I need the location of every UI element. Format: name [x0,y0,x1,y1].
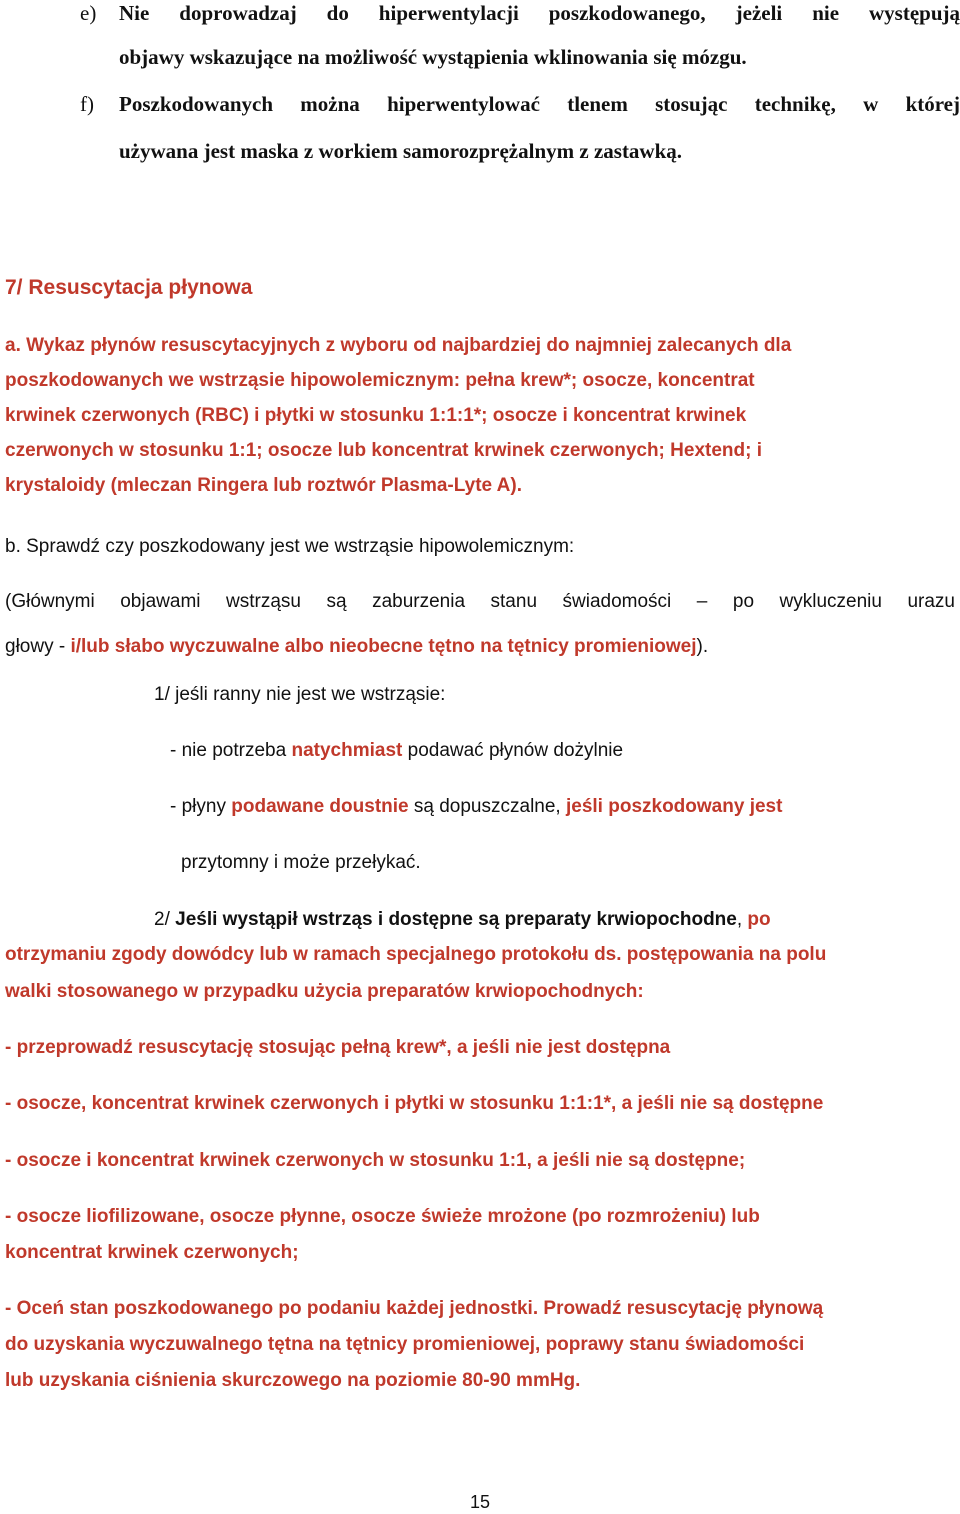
step-5-cont-1: do uzyskania wyczuwalnego tętna na tętnicy promieniowej, poprawy stanu świadomości [5,1334,805,1355]
bullet-highlight: natychmiast [291,740,403,761]
signs-text: głowy - [5,636,71,657]
page-number: 15 [469,1492,491,1512]
list-text: Nie doprowadzaj do hiperwentylacji poszkodowanego, jeżeli nie występują [119,1,960,25]
step-4: - osocze liofilizowane, osocze płynne, osocze świeże mrożone (po rozmrożeniu) lub [5,1206,760,1227]
list-marker: e) [80,1,97,25]
paragraph-line: krystaloidy (mleczan Ringera lub roztwór Plasma-Lyte A). [5,475,522,496]
list-text: objawy wskazujące na możliwość wystąpienia wklinowania się mózgu. [119,45,747,69]
paragraph-line: poszkodowanych we wstrząsie hipowolemicznym: pełna krew*; osocze, koncentrat [5,370,755,391]
step-4-cont: koncentrat krwinek czerwonych; [5,1242,299,1263]
list-text: używana jest maska z workiem samorozprężalnym z zastawką. [119,139,683,163]
paragraph-line: a. Wykaz płynów resuscytacyjnych z wyboru od najbardziej do najmniej zalecanych dla [5,335,792,356]
case1-bullet-2 [170,796,782,818]
case2-highlight: po [747,909,771,930]
bullet-text: podawać płynów dożylnie [402,740,624,761]
bullet-text: - nie potrzeba [170,740,292,761]
signs-highlight: i/lub słabo wyczuwalne albo nieobecne tętno na tętnicy promieniowej [70,636,697,657]
bullet-text: - płyny [170,796,232,817]
case2-line-3: walki stosowanego w przypadku użycia preparatów krwiopochodnych: [5,981,644,1002]
step-3: - osocze i koncentrat krwinek czerwonych w stosunku 1:1, a jeśli nie są dostępne; [5,1150,746,1171]
case2-bold: Jeśli wystąpił wstrząs i dostępne są preparaty krwiopochodne [175,909,737,930]
step-5-cont-2: lub uzyskania ciśnienia skurczowego na poziomie 80-90 mmHg. [5,1370,581,1391]
paragraph-b-text: Sprawdź czy poszkodowany jest we wstrząsie hipowolemicznym: [20,536,575,557]
list-text: Poszkodowanych można hiperwentylować tlenem stosując technikę, w której [119,92,960,116]
case2-line-1 [154,909,771,931]
case1-bullet-2-cont: przytomny i może przełykać. [181,852,421,873]
signs-line-1: (Głównymi objawami wstrząsu są zaburzenia stanu świadomości – po wykluczeniu urazu [5,591,955,612]
step-2: - osocze, koncentrat krwinek czerwonych i płytki w stosunku 1:1:1*, a jeśli nie są dostępne [5,1093,824,1114]
bullet-text: są dopuszczalne, [408,796,566,817]
signs-text-end: ). [696,636,709,657]
paragraph-line: krwinek czerwonych (RBC) i płytki w stosunku 1:1:1*; osocze i koncentrat krwinek [5,405,747,426]
case1-bullet-1 [170,740,623,762]
paragraph-b-marker: b. [5,536,21,557]
step-5: - Oceń stan poszkodowanego po podaniu każdej jednostki. Prowadź resuscytację płynową [5,1298,824,1319]
case2-text: 2/ [154,909,176,930]
case1-title: 1/ jeśli ranny nie jest we wstrząsie: [154,684,446,705]
case2-line-2: otrzymaniu zgody dowódcy lub w ramach specjalnego protokołu ds. postępowania na polu [5,944,827,965]
step-1: - przeprowadź resuscytację stosując pełną krew*, a jeśli nie jest dostępna [5,1037,671,1058]
signs-line-2 [5,636,708,658]
section-heading: 7/ Resuscytacja płynowa [5,276,253,299]
bullet-highlight: jeśli poszkodowany jest [565,796,783,817]
paragraph-a [5,328,955,503]
list-marker: f) [80,92,94,116]
bullet-highlight: podawane doustnie [231,796,409,817]
paragraph-line: czerwonych w stosunku 1:1; osocze lub koncentrat krwinek czerwonych; Hextend; i [5,440,763,461]
paragraph-b [5,536,574,558]
case2-text: , [736,909,748,930]
